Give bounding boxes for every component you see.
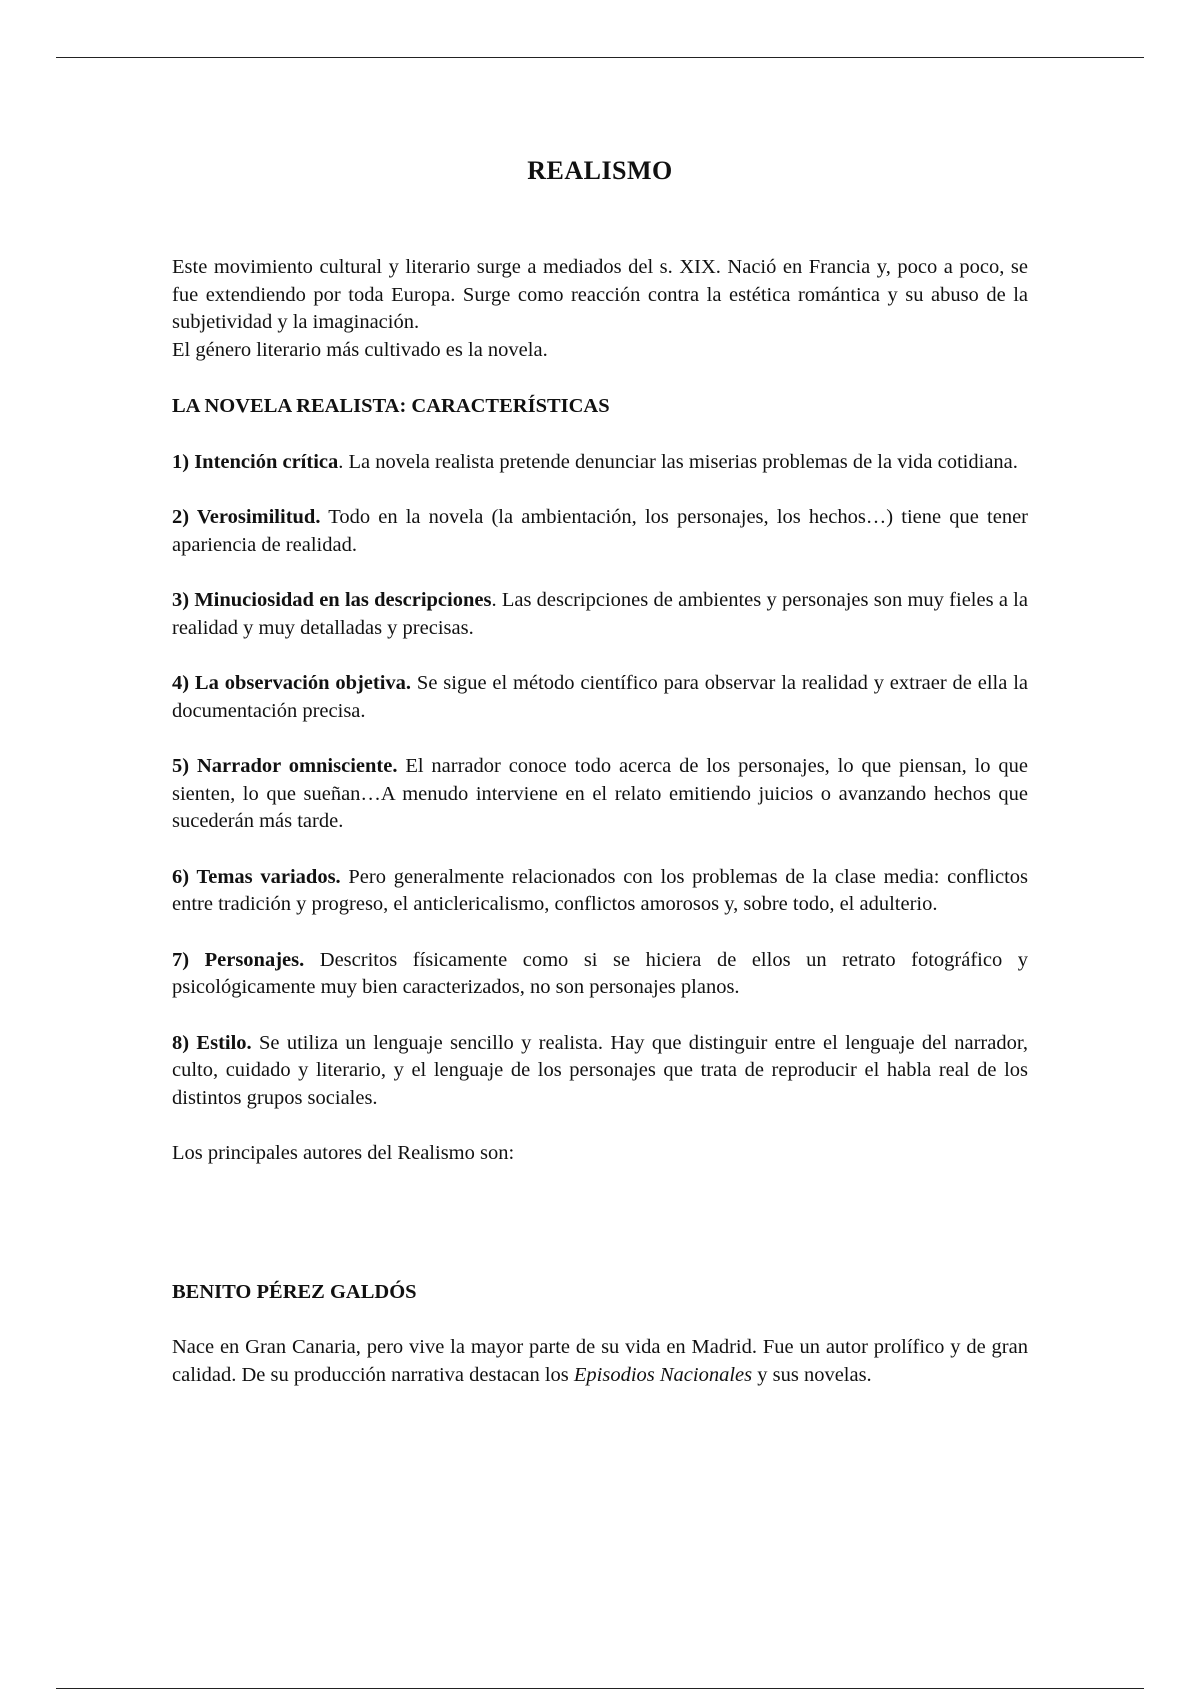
characteristic-item	[172, 670, 1028, 725]
characteristic-item	[172, 587, 1028, 642]
characteristic-item	[172, 449, 1028, 477]
characteristic-text: Pero generalmente relacionados con los problemas de la clase media: conflictos entre tradición y progreso, el anticlericalismo, conflictos amorosos y, sobre todo, el adulterio.	[172, 865, 1028, 915]
characteristic-label: 5) Narrador omnisciente.	[172, 755, 398, 777]
bottom-rule	[56, 1688, 1144, 1689]
characteristic-text: Se utiliza un lenguaje sencillo y realista. Hay que distinguir entre el lenguaje del narrador, culto, cuidado y literario, y el lenguaje de los personajes que trata de reproducir el habla real de los distintos grupos sociales.	[172, 1031, 1028, 1109]
characteristic-item	[172, 753, 1028, 836]
author-heading: BENITO PÉREZ GALDÓS	[172, 1280, 417, 1303]
galdos-paragraph	[172, 1334, 1028, 1389]
characteristic-item	[172, 504, 1028, 559]
galdos-text-after: y sus novelas.	[752, 1363, 872, 1386]
characteristic-label: 7) Personajes.	[172, 948, 305, 971]
top-rule	[56, 57, 1144, 58]
characteristic-label: 6) Temas variados.	[172, 865, 341, 888]
document-body	[172, 254, 1028, 1389]
authors-intro: Los principales autores del Realismo son:	[172, 1142, 515, 1164]
characteristic-text: El narrador conoce todo acerca de los personajes, lo que piensan, lo que sienten, lo que sueñan…A menudo interviene en el relato emitiendo juicios o avanzando hechos que sucederán más tarde.	[172, 755, 1028, 832]
characteristic-label: 8) Estilo.	[172, 1031, 252, 1054]
characteristic-label: 3) Minuciosidad en las descripciones	[172, 589, 492, 611]
characteristic-text: Descritos físicamente como si se hiciera de ellos un retrato fotográfico y psicológicamente muy bien caracterizados, no son personajes planos.	[172, 948, 1028, 998]
characteristic-item	[172, 864, 1028, 919]
characteristic-text: Se sigue el método científico para observar la realidad y extraer de ella la documentación precisa.	[172, 672, 1028, 722]
characteristic-label: 4) La observación objetiva.	[172, 672, 412, 694]
characteristic-text: . La novela realista pretende denunciar las miserias problemas de la vida cotidiana.	[338, 450, 1018, 473]
characteristic-text: . Las descripciones de ambientes y personajes son muy fieles a la realidad y muy detalladas y precisas.	[172, 589, 1028, 639]
page-title: REALISMO	[527, 156, 673, 185]
characteristic-item	[172, 947, 1028, 1002]
characteristic-label: 2) Verosimilitud.	[172, 506, 321, 528]
galdos-text-before: Nace en Gran Canaria, pero vive la mayor parte de su vida en Madrid. Fue un autor prolífico y de gran calidad. De su producción narrativa destacan los	[172, 1336, 1028, 1386]
characteristic-text: Todo en la novela (la ambientación, los personajes, los hechos…) tiene que tener apariencia de realidad.	[172, 506, 1028, 556]
characteristic-label: 1) Intención crítica	[172, 450, 339, 473]
characteristic-item	[172, 1030, 1028, 1113]
galdos-text-italic: Episodios Nacionales	[573, 1363, 753, 1386]
intro-line: El género literario más cultivado es la novela.	[172, 338, 548, 361]
section-heading: LA NOVELA REALISTA: CARACTERÍSTICAS	[172, 395, 610, 417]
intro-paragraph: Este movimiento cultural y literario surge a mediados del s. XIX. Nació en Francia y, poco a poco, se fue extendiendo por toda Europa. Surge como reacción contra la estética romántica y su abuso de la subjetividad y la imaginación.	[172, 256, 1028, 333]
